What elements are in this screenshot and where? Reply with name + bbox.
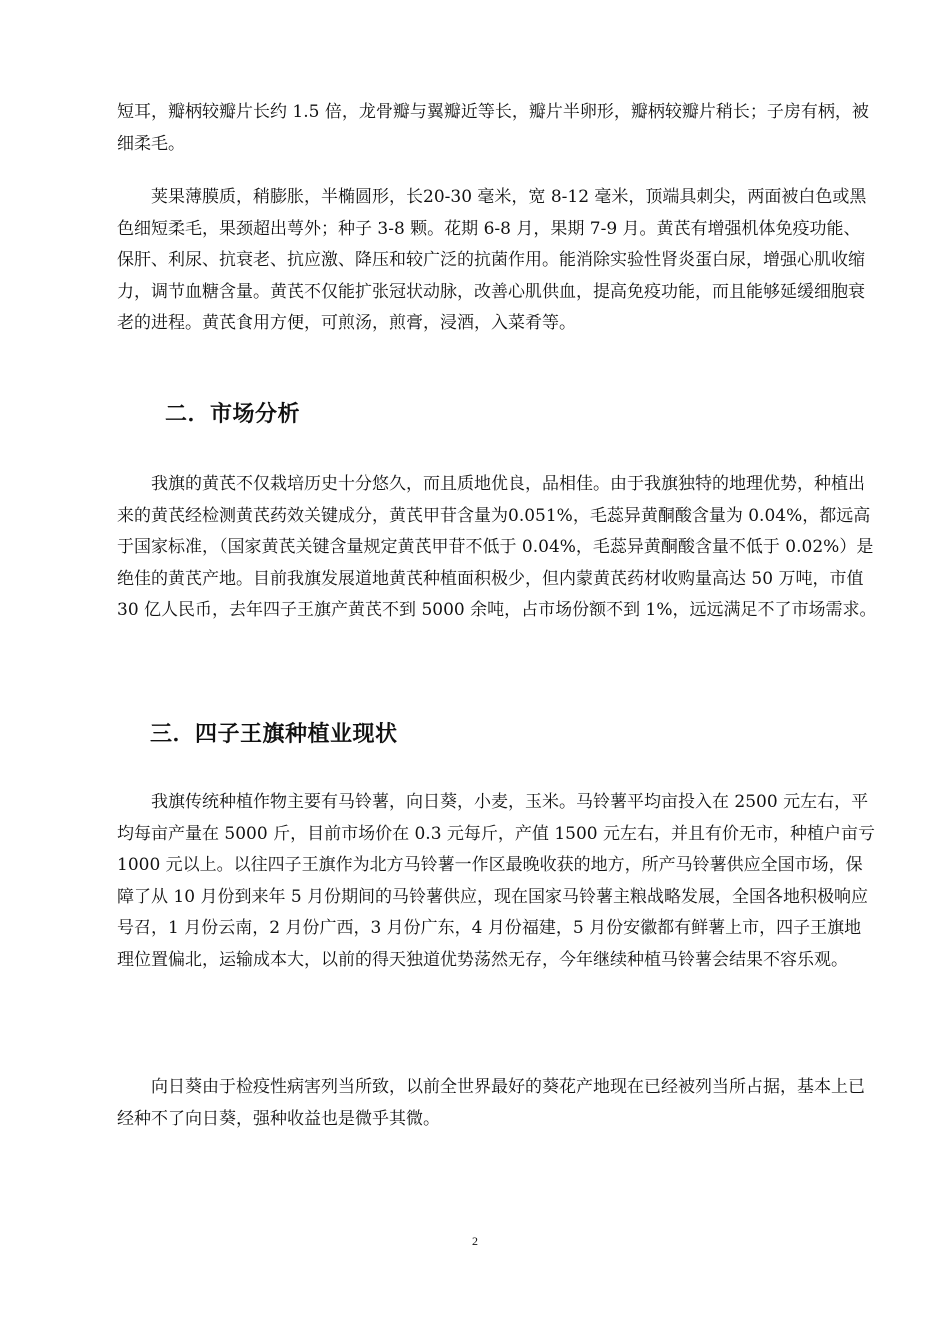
pod-description-paragraph: 荚果薄膜质，稍膨胀，半椭圆形，长20-30 毫米，宽 8-12 毫米，顶端具刺尖，两面被白色或黑色细短柔毛，果颈超出萼外；种子 3-8 颗。花期 6-8 月，果期 7-9 月。黄芪有增强机体免疫功能、保肝、利尿、抗衰老、抗应激、降压和较广泛的抗菌作用。能消除实验性肾炎蛋白尿，增强心肌收缩力，调节血糖含量。黄芪不仅能扩张冠状动脉，改善心肌供血，提高免疫功能，而且能够延缓细胞衰老的进程。黄芪食用方便，可煎汤，煎膏，浸酒，入菜肴等。: [117, 187, 867, 333]
section-heading-market-analysis: 二．市场分析: [165, 402, 301, 427]
section-heading-planting-status: 三．四子王旗种植业现状: [150, 722, 398, 747]
continuation-paragraph: 短耳，瓣柄较瓣片长约 1.5 倍，龙骨瓣与翼瓣近等长，瓣片半卵形，瓣柄较瓣片稍长；子房有柄，被细柔毛。: [117, 102, 869, 154]
page-number: 2: [472, 1234, 478, 1248]
planting-status-paragraph: 我旗传统种植作物主要有马铃薯，向日葵，小麦，玉米。马铃薯平均亩投入在 2500 元左右，平均每亩产量在 5000 斤，目前市场价在 0.3 元每斤，产值 1500 元左右，并且有价无市，种植户亩亏 1000 元以上。以往四子王旗作为北方马铃薯一作区最晚收获的地方，所产马铃薯供应全国市场，保障了从 10 月份到来年 5 月份期间的马铃薯供应，现在国家马铃薯主粮战略发展，全国各地积极响应号召，1 月份云南，2 月份广西，3 月份广东，4 月份福建，5 月份安徽都有鲜薯上市，四子王旗地理位置偏北，运输成本大，以前的得天独道优势荡然无存，今年继续种植马铃薯会结果不容乐观。: [117, 792, 875, 970]
market-analysis-paragraph: 我旗的黄芪不仅栽培历史十分悠久，而且质地优良，品相佳。由于我旗独特的地理优势，种植出来的黄芪经检测黄芪药效关键成分，黄芪甲苷含量为0.051%，毛蕊异黄酮酸含量为 0.04%，都远高于国家标准，（国家黄芪关键含量规定黄芪甲苷不低于 0.04%，毛蕊异黄酮酸含量不低于 0.02%）是绝佳的黄芪产地。目前我旗发展道地黄芪种植面积极少，但内蒙黄芪药材收购量高达 50 万吨，市值 30 亿人民币，去年四子王旗产黄芪不到 5000 余吨，占市场份额不到 1%，远远满足不了市场需求。: [117, 474, 877, 620]
sunflower-paragraph: 向日葵由于检疫性病害列当所致，以前全世界最好的葵花产地现在已经被列当所占据，基本上已经种不了向日葵，强种收益也是微乎其微。: [117, 1077, 865, 1129]
